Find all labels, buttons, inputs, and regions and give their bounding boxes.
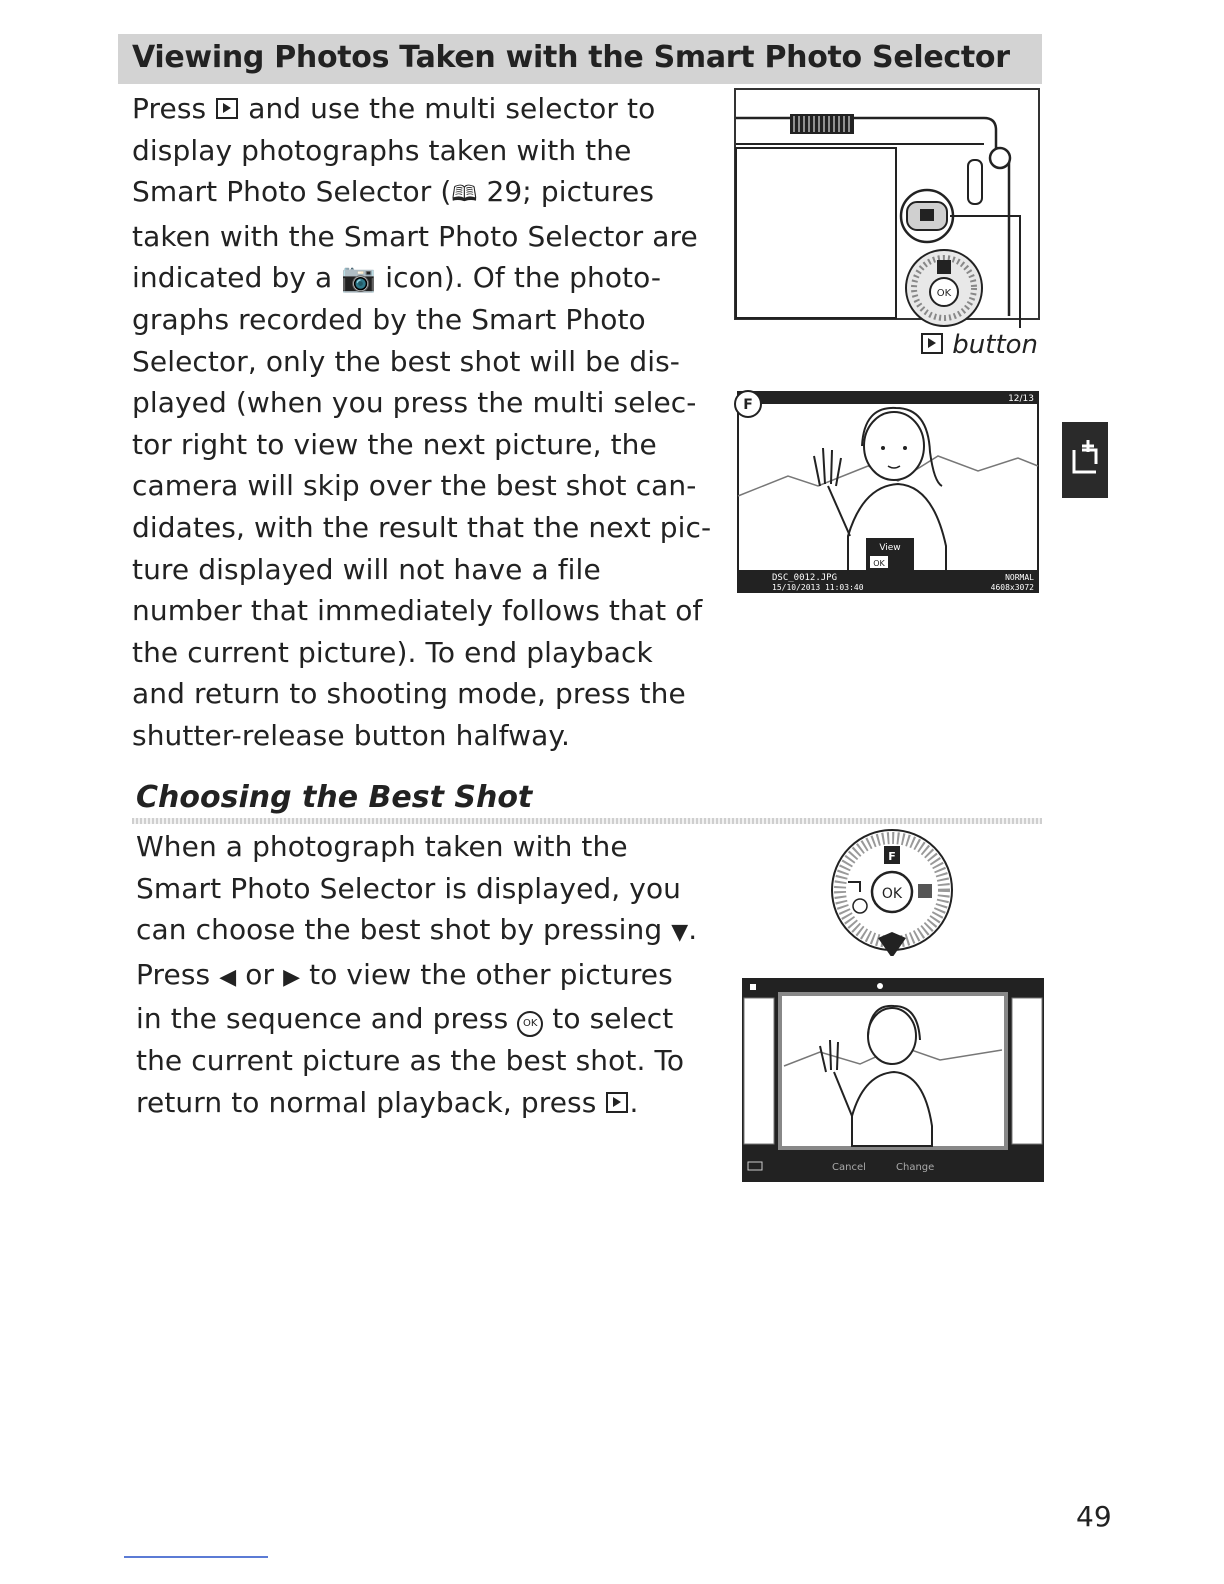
text-run: display photographs taken with the (132, 133, 632, 167)
text-run: and use the multi selector to (239, 92, 656, 125)
text-line (136, 1082, 697, 1124)
image-quality: NORMAL (1005, 573, 1034, 582)
text-run: icon). Of the photo- (376, 261, 662, 295)
text-run: can choose the best shot by pressing (136, 913, 672, 947)
text-line (136, 998, 697, 1040)
playback-icon (920, 209, 934, 221)
text-run: ture displayed will not have a file (132, 552, 601, 586)
text-run: tor right to view the next picture, the (132, 427, 657, 461)
ok-label: OK (936, 288, 952, 299)
smart-photo-icon: 📷 (341, 261, 377, 295)
image-size: 4608x3072 (990, 583, 1034, 592)
text-line (132, 465, 711, 507)
page-number: 49 (1076, 1500, 1112, 1533)
date-time: 15/10/2013 11:03:40 (772, 583, 864, 592)
subsection-rule (132, 818, 1042, 824)
right-arrow-icon: ▶ (283, 964, 301, 990)
text-run: taken with the Smart Photo Selector are (132, 219, 698, 253)
text-run: or (236, 957, 284, 991)
figure-caption (920, 330, 1038, 360)
section-title: Viewing Photos Taken with the Smart Photo Selector (132, 40, 1010, 75)
text-run: in the sequence and press (136, 1002, 518, 1036)
text-line (132, 507, 711, 549)
section-paragraph (132, 88, 711, 757)
text-run: indicated by a (132, 261, 342, 295)
subsection-title: Choosing the Best Shot (136, 780, 533, 815)
change-label: Change (896, 1162, 935, 1173)
text-line (132, 130, 711, 172)
text-run: camera will skip over the best shot can- (132, 469, 697, 503)
book-icon: 🕮 (451, 182, 478, 208)
text-run: . (629, 1085, 639, 1119)
text-line (132, 299, 711, 341)
down-arrow-icon: ▼ (671, 920, 689, 946)
text-line (132, 549, 711, 591)
text-run: Press (136, 957, 220, 991)
text-line (132, 171, 711, 216)
text-run: return to normal playback, press (136, 1085, 606, 1119)
frame-counter: 12/13 (1008, 394, 1034, 404)
text-line (132, 88, 711, 130)
file-name: DSC_0012.JPG (772, 573, 838, 583)
text-run: Smart Photo Selector is displayed, you (136, 871, 682, 905)
text-run: . (688, 913, 698, 947)
caption-text: button (952, 330, 1039, 360)
ok-label: OK (881, 886, 903, 902)
text-run: When a photograph taken with the (136, 830, 628, 863)
left-arrow-icon: ◀ (219, 964, 237, 990)
text-line (132, 341, 711, 383)
monitor (736, 148, 896, 318)
section-thumb-tab (1062, 422, 1108, 498)
text-run: shutter-release button halfway. (132, 718, 571, 752)
subsection-paragraph (136, 826, 697, 1123)
playback-icon (606, 1092, 628, 1113)
playback-screen-figure (728, 386, 1044, 598)
text-line (132, 216, 711, 258)
text-run: didates, with the result that the next pic- (132, 510, 712, 544)
text-run: 29; pictures (477, 175, 655, 209)
text-run: graphs recorded by the Smart Photo (132, 302, 646, 336)
playback-icon (216, 98, 238, 119)
text-line (132, 715, 711, 757)
footer-rule (124, 1556, 268, 1558)
text-run: played (when you press the multi selec- (132, 386, 697, 420)
camera-back-figure (734, 88, 1040, 328)
overlay-view-label: View (879, 543, 901, 553)
f-label: F (888, 850, 896, 863)
text-run: the current picture). To end playback (132, 635, 653, 669)
text-run: to view the other pictures (300, 957, 673, 991)
text-line (136, 826, 697, 868)
playback-icon (921, 333, 943, 354)
smart-photo-selector-icon (1062, 422, 1108, 498)
text-line (136, 909, 697, 954)
text-run: Smart Photo Selector ( (132, 175, 452, 209)
text-line (136, 954, 697, 999)
text-line (132, 257, 711, 299)
best-shot-screen-figure (740, 976, 1046, 1184)
text-run: number that immediately follows that of (132, 594, 703, 628)
text-line (132, 673, 711, 715)
ok-button-icon: OK (517, 1011, 543, 1037)
cancel-label: Cancel (832, 1162, 866, 1173)
multi-selector-figure (828, 826, 958, 956)
overlay-ok-label: OK (873, 559, 885, 568)
text-run: Selector, only the best shot will be dis- (132, 344, 680, 378)
text-line (132, 590, 711, 632)
text-run: to select (543, 1002, 674, 1036)
text-run: and return to shooting mode, press the (132, 677, 686, 711)
svg-text:F: F (743, 397, 753, 413)
text-line (132, 424, 711, 466)
text-line (136, 868, 697, 910)
text-line (132, 632, 711, 674)
text-run: the current picture as the best shot. To (136, 1043, 685, 1077)
text-run: Press (132, 92, 216, 125)
text-line (136, 1040, 697, 1082)
text-line (132, 382, 711, 424)
